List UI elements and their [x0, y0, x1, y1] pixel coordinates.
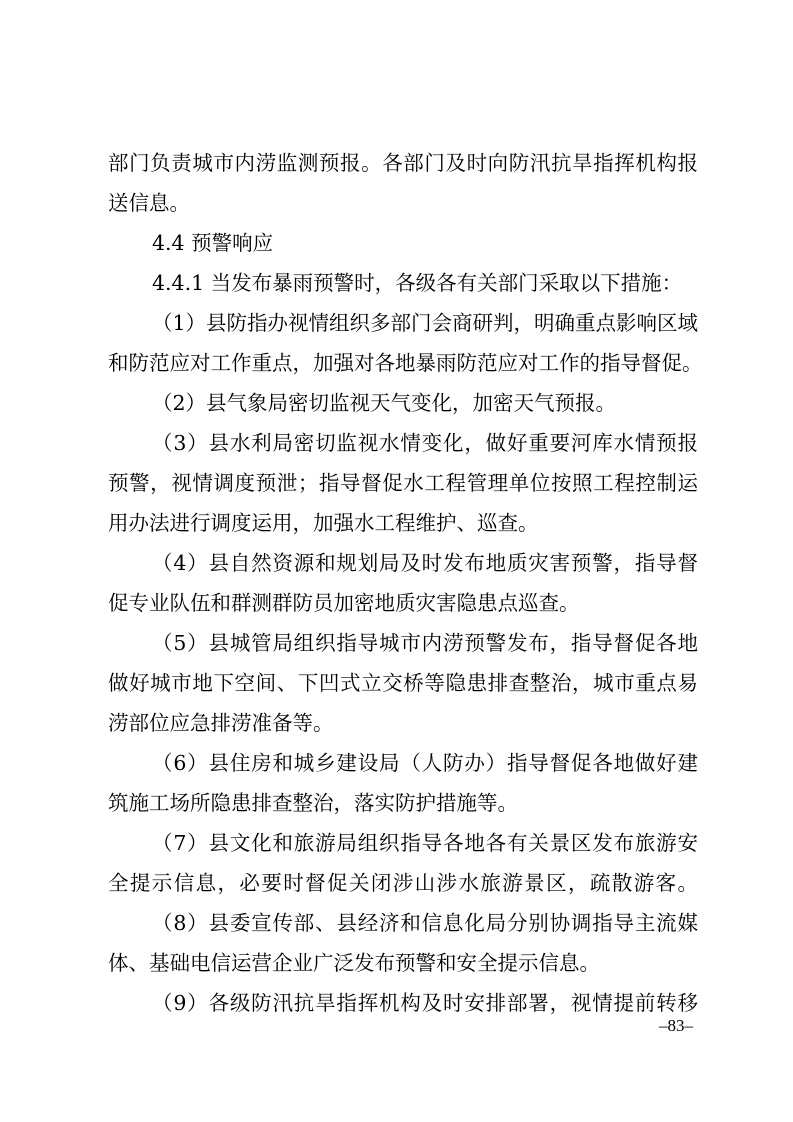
- paragraph-line: 筑施工场所隐患排查整治，落实防护措施等。: [108, 791, 518, 815]
- paragraph-line: 促专业队伍和群测群防员加密地质灾害隐患点巡查。: [108, 591, 580, 615]
- paragraph-line: 涝部位应急排涝准备等。: [108, 711, 334, 735]
- paragraph-line: （8）县委宣传部、县经济和信息化局分别协调指导主流媒: [152, 911, 698, 935]
- paragraph-line: （7）县文化和旅游局组织指导各地各有关景区发布旅游安: [152, 831, 698, 855]
- section-heading: 4.4 预警响应: [152, 231, 274, 255]
- paragraph-line: （6）县住房和城乡建设局（人防办）指导督促各地做好建: [152, 751, 698, 775]
- paragraph-line: 做好城市地下空间、下凹式立交桥等隐患排查整治，城市重点易: [108, 671, 698, 695]
- paragraph-line: （4）县自然资源和规划局及时发布地质灾害预警，指导督: [152, 551, 698, 575]
- page-number: –83–: [659, 1016, 693, 1035]
- paragraph-line: 体、基础电信运营企业广泛发布预警和安全提示信息。: [108, 951, 600, 975]
- paragraph-line: 部门负责城市内涝监测预报。各部门及时向防汛抗旱指挥机构报: [108, 151, 698, 175]
- paragraph-line: （1）县防指办视情组织多部门会商研判，明确重点影响区域: [152, 311, 699, 335]
- paragraph-line: （3）县水利局密切监视水情变化，做好重要河库水情预报: [152, 431, 698, 455]
- paragraph-line: 用办法进行调度运用，加强水工程维护、巡查。: [108, 511, 539, 535]
- paragraph-line: （9）各级防汛抗旱指挥机构及时安排部署，视情提前转移: [152, 991, 698, 1015]
- paragraph-line: （5）县城管局组织指导城市内涝预警发布，指导督促各地: [152, 631, 698, 655]
- paragraph-line: 全提示信息，必要时督促关闭涉山涉水旅游景区，疏散游客。: [108, 871, 698, 895]
- paragraph-line: 和防范应对工作重点，加强对各地暴雨防范应对工作的指导督促。: [108, 351, 703, 375]
- paragraph-line: （2）县气象局密切监视天气变化，加密天气预报。: [152, 391, 617, 415]
- paragraph-line: 预警，视情调度预泄；指导督促水工程管理单位按照工程控制运: [108, 471, 698, 495]
- paragraph-line: 送信息。: [108, 191, 190, 215]
- subsection-heading: 4.4.1 当发布暴雨预警时，各级各有关部门采取以下措施：: [152, 271, 683, 295]
